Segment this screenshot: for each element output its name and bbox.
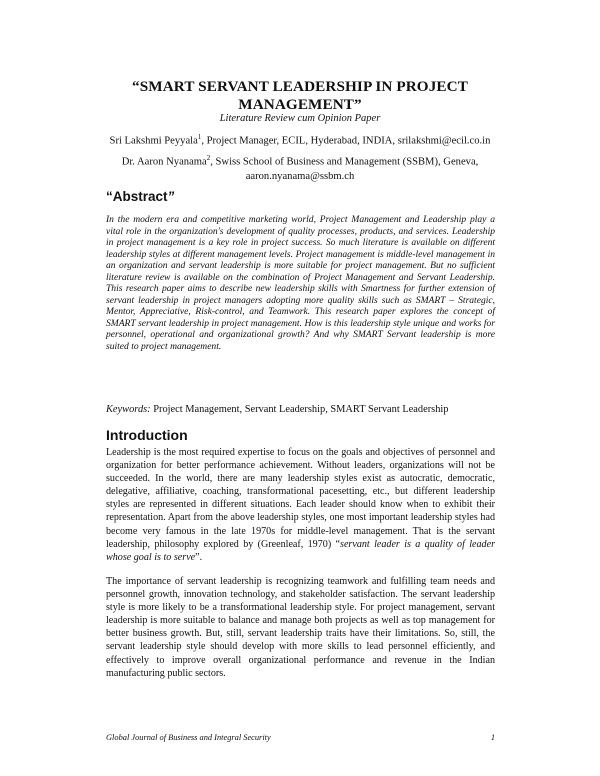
author-2 xyxy=(104,151,496,184)
intro-p1-text: Leadership is the most required expertise to focus on the goals and objectives of personnel and organization for better performance achievement. Without leaders, organizations will not be succeeded. In the world, there are many leadership styles exist as autocratic, democratic, delegative, affiliative, coaching, transformational pacesetting, etc., but different leadership styles are represented in different situations. Each leader should know when to exhibit their representation. Apart from the above leadership styles, one most important leadership styles had become very famous in the late 1970s for middle-level management. That is the servant leadership, philosophy explored by (Greenleaf, 1970) “ xyxy=(106,447,495,550)
abstract-heading-text: “Abstract xyxy=(106,189,168,204)
paper-subtitle: Literature Review cum Opinion Paper xyxy=(219,113,381,124)
intro-paragraph-1 xyxy=(106,446,495,564)
intro-p1-quote: servant leader is a quality of leader whose goal is to serve xyxy=(106,538,495,563)
paper-title: “SMART SERVANT LEADERSHIP IN PROJECT MANAGEMENT” xyxy=(132,78,468,113)
keywords-list: Project Management, Servant Leadership, SMART Servant Leadership xyxy=(150,404,449,415)
intro-p1-end: ”. xyxy=(195,551,203,563)
author-1-details: , Project Manager, ECIL, Hyderabad, INDIA, srilakshmi@ecil.co.in xyxy=(201,135,491,147)
abstract-heading-close-quote: ” xyxy=(167,189,175,204)
keywords xyxy=(106,404,448,415)
introduction-heading: Introduction xyxy=(106,427,188,443)
intro-paragraph-2: The importance of servant leadership is recognizing teamwork and fulfilling team needs and personnel growth, innovation technology, and stakeholder satisfaction. The servant leadership style is more likely to be a transformational leadership style. For project management, servant leadership is more suitable to balance and manage both projects as well as top management for better business growth. But, still, servant leadership traits have their limitations. So, still, the servant leadership style should develop with more skills to lead personnel efficiently, and effectively to improve overall organizational performance and revenue in the Indian manufacturing public sectors. xyxy=(106,576,495,679)
author-2-email: aaron.nyanama@ssbm.ch xyxy=(245,170,355,182)
author-2-name: Dr. Aaron Nyanama xyxy=(121,156,207,168)
author-2-sup: 2 xyxy=(206,154,211,162)
author-1-name: Sri Lakshmi Peyyala xyxy=(109,135,198,147)
keywords-label: Keywords: xyxy=(106,404,151,415)
author-1 xyxy=(104,130,496,149)
page-number: 1 xyxy=(490,733,495,742)
author-1-sup: 1 xyxy=(197,133,202,141)
abstract-heading xyxy=(106,189,174,204)
abstract-text: In the modern era and competitive marketing world, Project Management and Leadership play a vital role in the organization's development of quality processes, products, and services. Leadership in project management is a key role in project success. So much literature is available on different leadership styles at different management levels. Project management is middle-level management in an organization and servant leadership is more suitable for project management. But no sufficient literature review is available on the combination of Project Management and Servant Leadership. This research paper aims to describe new leadership skills with Smartness for further extension of servant leadership in project managers adopting more quality skills such as SMART – Strategic, Mentor, Appreciative, Risk-control, and Teamwork. This research paper explores the concept of SMART servant leadership in project management. How is this leadership style unique and works for personnel, operational and organizational growth? And why SMART Servant leadership is more suited to project management. xyxy=(106,214,495,353)
author-2-details: , Swiss School of Business and Management (SSBM), Geneva, xyxy=(210,156,479,168)
footer-journal: Global Journal of Business and Integral Security xyxy=(106,733,271,742)
